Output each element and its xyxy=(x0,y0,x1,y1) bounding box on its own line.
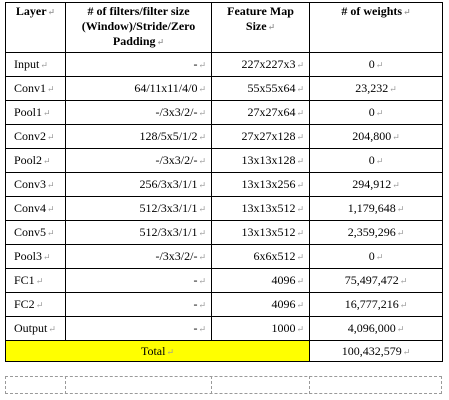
filters-cell: 256/3x3/1/1↵ xyxy=(66,173,212,197)
weights-cell: 1,179,648↵ xyxy=(310,197,443,221)
empty-ghost-row xyxy=(5,376,442,394)
feature-map-cell: 13x13x128↵ xyxy=(212,149,310,173)
header-feature-map-size: Feature Map Size↵ xyxy=(212,3,310,53)
header-row xyxy=(6,3,443,53)
filters-cell: -↵ xyxy=(66,317,212,341)
table-row xyxy=(6,173,443,197)
weights-cell: 2,359,296↵ xyxy=(310,221,443,245)
layer-cell: Output↵ xyxy=(6,317,66,341)
weights-cell: 16,777,216↵ xyxy=(310,293,443,317)
header-weights: # of weights↵ xyxy=(310,3,443,53)
layer-cell: Conv1↵ xyxy=(6,77,66,101)
total-label-cell: Total↵ xyxy=(6,341,310,362)
layer-cell: Conv4↵ xyxy=(6,197,66,221)
feature-map-cell: 55x55x64↵ xyxy=(212,77,310,101)
filters-cell: -↵ xyxy=(66,269,212,293)
feature-map-cell: 27x27x64↵ xyxy=(212,101,310,125)
layer-cell: Pool1↵ xyxy=(6,101,66,125)
feature-map-cell: 4096↵ xyxy=(212,293,310,317)
filters-cell: -↵ xyxy=(66,293,212,317)
layer-cell: FC1↵ xyxy=(6,269,66,293)
weights-cell: 23,232↵ xyxy=(310,77,443,101)
table-row xyxy=(6,317,443,341)
table-row xyxy=(6,125,443,149)
layer-cell: Pool3↵ xyxy=(6,245,66,269)
header-layer: Layer↵ xyxy=(6,3,66,53)
table-row xyxy=(6,149,443,173)
filters-cell: -/3x3/2/-↵ xyxy=(66,245,212,269)
feature-map-cell: 13x13x512↵ xyxy=(212,221,310,245)
weights-cell: 75,497,472↵ xyxy=(310,269,443,293)
table-row xyxy=(6,293,443,317)
table-row xyxy=(6,53,443,77)
weights-cell: 4,096,000↵ xyxy=(310,317,443,341)
layer-cell: Conv3↵ xyxy=(6,173,66,197)
feature-map-cell: 227x227x3↵ xyxy=(212,53,310,77)
table-row xyxy=(6,77,443,101)
header-filters: # of filters/filter size (Window)/Stride/Zero Padding↵ xyxy=(66,3,212,53)
total-weights-cell: 100,432,579↵ xyxy=(310,341,443,362)
layer-cell: Input↵ xyxy=(6,53,66,77)
layer-cell: Conv2↵ xyxy=(6,125,66,149)
feature-map-cell: 1000↵ xyxy=(212,317,310,341)
table-row xyxy=(6,245,443,269)
weights-cell: 0↵ xyxy=(310,53,443,77)
filters-cell: -/3x3/2/-↵ xyxy=(66,101,212,125)
table-row xyxy=(6,197,443,221)
weights-cell: 0↵ xyxy=(310,149,443,173)
layer-cell: Pool2↵ xyxy=(6,149,66,173)
feature-map-cell: 13x13x256↵ xyxy=(212,173,310,197)
filters-cell: 512/3x3/1/1↵ xyxy=(66,221,212,245)
table-row xyxy=(6,221,443,245)
weights-cell: 0↵ xyxy=(310,245,443,269)
weights-cell: 204,800↵ xyxy=(310,125,443,149)
feature-map-cell: 6x6x512↵ xyxy=(212,245,310,269)
feature-map-cell: 27x27x128↵ xyxy=(212,125,310,149)
weights-cell: 0↵ xyxy=(310,101,443,125)
weights-cell: 294,912↵ xyxy=(310,173,443,197)
filters-cell: 64/11x11/4/0↵ xyxy=(66,77,212,101)
feature-map-cell: 4096↵ xyxy=(212,269,310,293)
filters-cell: 512/3x3/1/1↵ xyxy=(66,197,212,221)
layer-cell: Conv5↵ xyxy=(6,221,66,245)
layer-cell: FC2↵ xyxy=(6,293,66,317)
filters-cell: 128/5x5/1/2↵ xyxy=(66,125,212,149)
filters-cell: -/3x3/2/-↵ xyxy=(66,149,212,173)
filters-cell: -↵ xyxy=(66,53,212,77)
table-row xyxy=(6,269,443,293)
cnn-weights-table xyxy=(5,2,443,362)
feature-map-cell: 13x13x512↵ xyxy=(212,197,310,221)
total-row xyxy=(6,341,443,362)
table-row xyxy=(6,101,443,125)
